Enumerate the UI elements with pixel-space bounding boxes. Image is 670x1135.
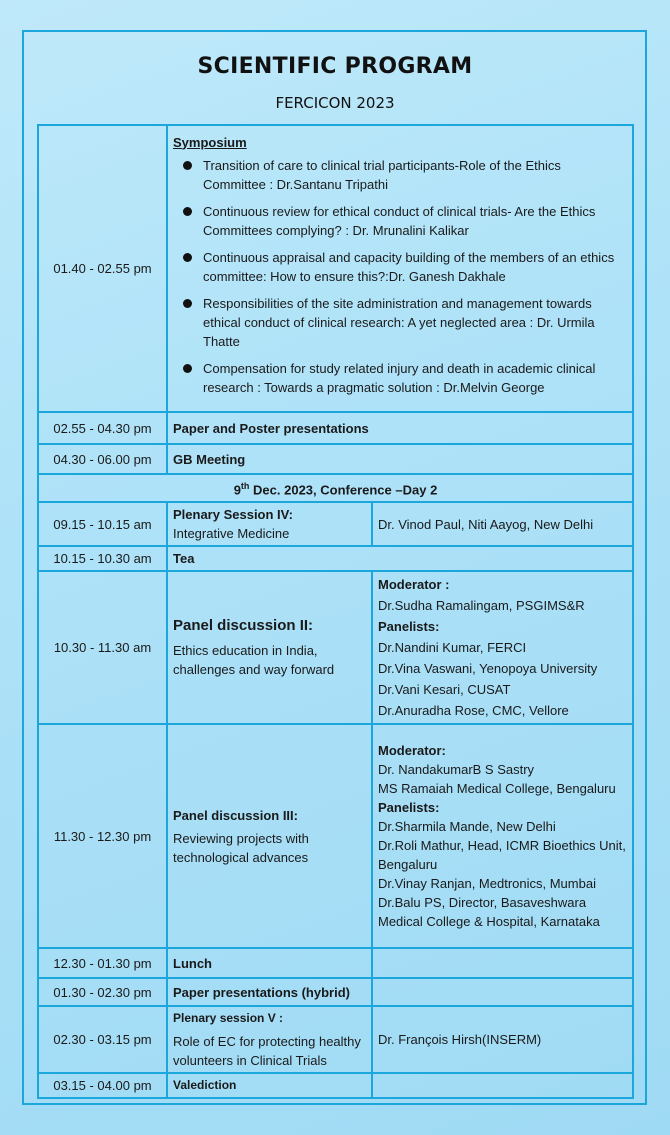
bullet-icon [183, 299, 192, 308]
speaker-cell: Moderator: Dr. NandakumarB S Sastry MS Ramaiah Medical College, Bengaluru Panelists: Dr.Sharmila Mande, New Delhi Dr.Roli Mathur, Head, ICMR Bioethics Unit, Bengaluru Dr.Vinay Ranjan, Medtronics, Mumbai Dr.Balu PS, Director, Basaveshwara Medical College & Hospital, Karnataka [372, 724, 633, 948]
session-title: Panel discussion II: [173, 617, 314, 635]
time-cell: 11.30 - 12.30 pm [38, 724, 167, 948]
session-label: Lunch [167, 948, 372, 978]
table-row [38, 571, 633, 724]
table-row [38, 1073, 633, 1098]
time-cell: 01.30 - 02.30 pm [38, 978, 167, 1006]
list-item: Compensation for study related injury and death in academic clinical research : Towards a pragmatic solution : Dr.Melvin George [173, 359, 627, 397]
list-item: Transition of care to clinical trial participants-Role of the Ethics Committee : Dr.Santanu Tripathi [173, 156, 627, 194]
session-topic: Integrative Medicine [173, 526, 290, 542]
list-item: Responsibilities of the site administration and management towards ethical conduct of clinical research: A yet neglected area : Dr. Urmila Thatte [173, 294, 627, 351]
time-cell: 01.40 - 02.55 pm [38, 125, 167, 412]
session-label: Paper and Poster presentations [167, 412, 633, 444]
session-label: Tea [167, 546, 633, 571]
session-cell [167, 1006, 372, 1073]
time-cell: 03.15 - 04.00 pm [38, 1073, 167, 1098]
session-cell [167, 724, 372, 948]
empty-cell [372, 948, 633, 978]
symposium-heading: Symposium [173, 134, 247, 150]
session-title: Plenary Session IV: [173, 507, 293, 523]
bullet-icon [183, 161, 192, 170]
session-cell [167, 502, 372, 546]
table-row [38, 444, 633, 474]
table-row [38, 125, 633, 412]
time-cell: 10.30 - 11.30 am [38, 571, 167, 724]
table-row [38, 724, 633, 948]
empty-cell [372, 1073, 633, 1098]
session-topic: Ethics education in India, challenges and way forward [173, 643, 335, 678]
session-label: Paper presentations (hybrid) [167, 978, 372, 1006]
session-topic: Reviewing projects with technological advances [173, 830, 309, 865]
list-item: Continuous appraisal and capacity building of the members of an ethics committee: How to ensure this?:Dr. Ganesh Dakhale [173, 248, 627, 286]
table-row [38, 948, 633, 978]
time-cell: 02.30 - 03.15 pm [38, 1006, 167, 1073]
time-cell: 09.15 - 10.15 am [38, 502, 167, 546]
time-cell: 10.15 - 10.30 am [38, 546, 167, 571]
page-title: SCIENTIFIC PROGRAM [197, 54, 473, 79]
session-title: Panel discussion III: [173, 807, 298, 823]
speaker-cell: Dr. François Hirsh(INSERM) [372, 1006, 633, 1073]
session-cell [167, 571, 372, 724]
page-subtitle: FERCICON 2023 [275, 94, 395, 112]
symposium-list [173, 156, 627, 397]
session-topic: Role of EC for protecting healthy volunteers in Clinical Trials [173, 1034, 361, 1069]
session-label: GB Meeting [167, 444, 633, 474]
empty-cell [372, 978, 633, 1006]
speaker-cell: Moderator : Dr.Sudha Ramalingam, PSGIMS&R Panelists: Dr.Nandini Kumar, FERCI Dr.Vina Vaswani, Yenopoya University Dr.Vani Kesari, CUSAT Dr.Anuradha Rose, CMC, Vellore [372, 571, 633, 724]
session-label: Valediction [167, 1073, 372, 1098]
time-cell: 12.30 - 01.30 pm [38, 948, 167, 978]
time-cell: 02.55 - 04.30 pm [38, 412, 167, 444]
list-item: Continuous review for ethical conduct of clinical trials- Are the Ethics Committees complying? : Dr. Mrunalini Kalikar [173, 202, 627, 240]
table-row [38, 1006, 633, 1073]
table-row [38, 546, 633, 571]
table-row [38, 978, 633, 1006]
speaker-cell: Dr. Vinod Paul, Niti Aayog, New Delhi [372, 502, 633, 546]
day-heading: 9th Dec. 2023, Conference –Day 2 [38, 474, 633, 502]
bullet-icon [183, 253, 192, 262]
bullet-icon [183, 364, 192, 373]
program-table [37, 124, 634, 1099]
time-cell: 04.30 - 06.00 pm [38, 444, 167, 474]
symposium-cell [167, 125, 633, 412]
session-title: Plenary session V : [173, 1011, 284, 1026]
bullet-icon [183, 207, 192, 216]
table-row [38, 474, 633, 502]
table-row [38, 502, 633, 546]
table-row [38, 412, 633, 444]
